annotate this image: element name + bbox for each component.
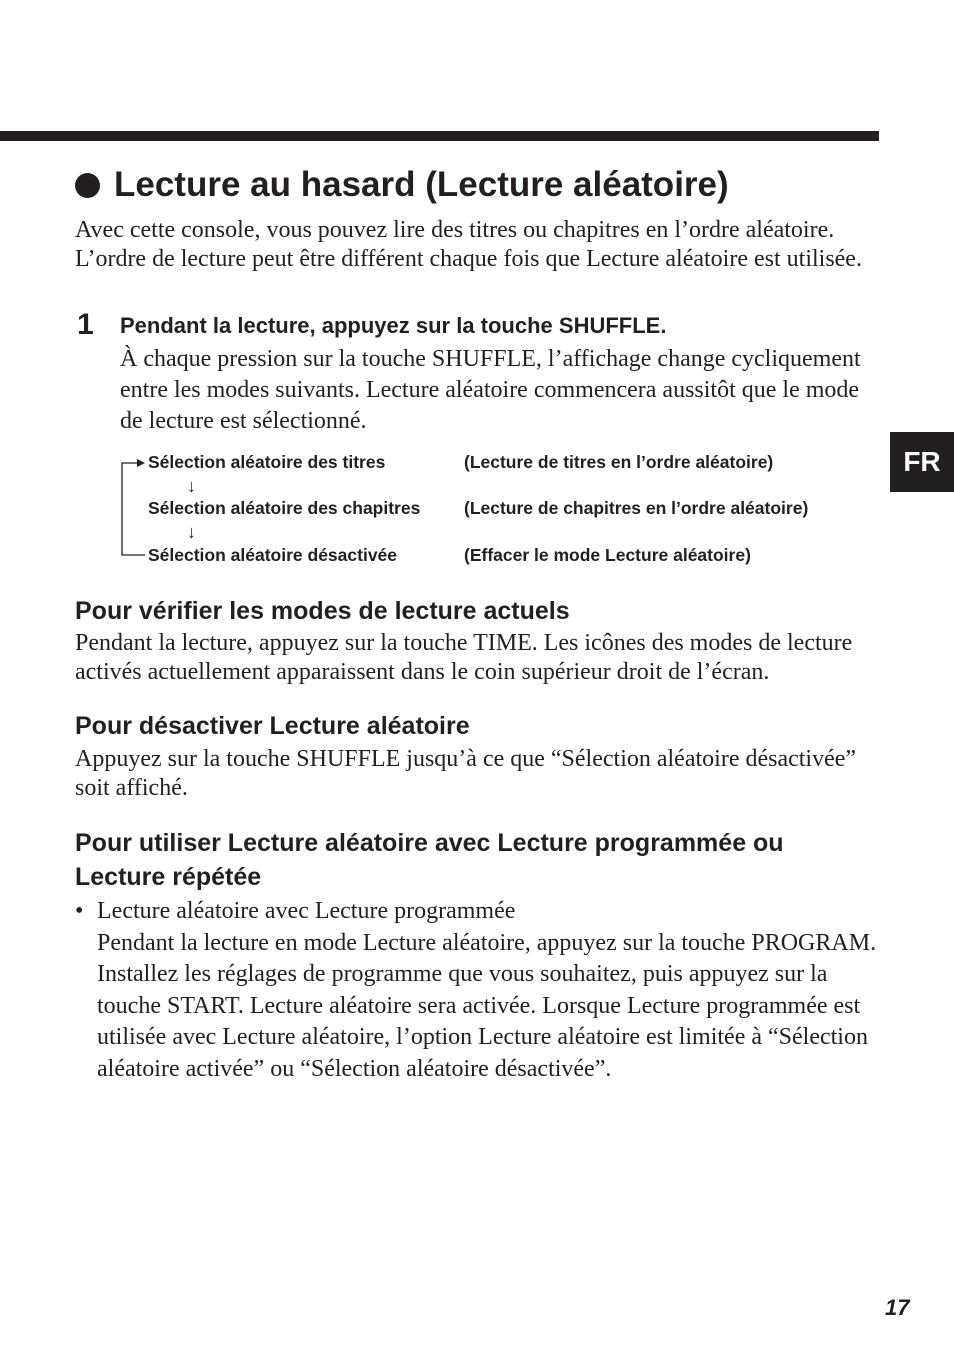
list-item-title: Lecture aléatoire avec Lecture programmée: [97, 898, 516, 924]
heading-disable-shuffle: Pour désactiver Lecture aléatoire: [75, 712, 470, 740]
intro-paragraph: Avec cette console, vous pouvez lire des titres ou chapitres en l’ordre aléatoire. L’ordre de lecture peut être différent chaque fois que Lecture aléatoire est utilisée.: [75, 217, 862, 272]
heading-combine-modes: Pour utiliser Lecture aléatoire avec Lecture programmée ou Lecture répétée: [75, 829, 784, 891]
disable-shuffle-text: Appuyez sur la touche SHUFFLE jusqu’à ce que “Sélection aléatoire désactivée” soit affiché.: [75, 746, 857, 801]
cycle-label-chapters: Sélection aléatoire des chapitres: [148, 498, 421, 518]
arrow-down-icon: ↓: [187, 476, 196, 496]
language-tab: FR: [890, 432, 954, 492]
cycle-desc-off: (Effacer le mode Lecture aléatoire): [464, 545, 751, 565]
step-title: Pendant la lecture, appuyez sur la touche SHUFFLE.: [120, 313, 667, 338]
page-number: 17: [885, 1295, 910, 1320]
cycle-desc-titles: (Lecture de titres en l’ordre aléatoire): [464, 452, 774, 472]
step-number: 1: [77, 308, 94, 341]
top-rule: [0, 131, 879, 141]
heading-check-modes: Pour vérifier les modes de lecture actuels: [75, 597, 570, 625]
check-modes-text: Pendant la lecture, appuyez sur la touche TIME. Les icônes des modes de lecture activés actuellement apparaissent dans le coin supérieur droit de l’écran.: [75, 630, 853, 685]
section-title: [75, 165, 729, 205]
cycle-desc-chapters: (Lecture de chapitres en l’ordre aléatoire): [464, 498, 809, 518]
step-text: À chaque pression sur la touche SHUFFLE, l’affichage change cycliquement entre les modes suivants. Lecture aléatoire commencera aussitôt que le mode de lecture est sélectionné.: [120, 346, 861, 434]
cycle-label-off: Sélection aléatoire désactivée: [148, 545, 398, 565]
cycle-loop-line: [115, 455, 147, 565]
list-item: [97, 896, 877, 1085]
arrow-down-icon: ↓: [187, 522, 196, 542]
list-bullet: •: [75, 898, 84, 924]
bullet-circle-icon: [75, 173, 100, 198]
cycle-label-titles: Sélection aléatoire des titres: [148, 452, 386, 472]
list-item-text: Pendant la lecture en mode Lecture aléatoire, appuyez sur la touche PROGRAM. Installez les réglages de programme que vous souhaitez, puis appuyez sur la touche START. Lecture aléatoire sera activée. Lorsque Lecture programmée est utilisée avec Lecture aléatoire, l’option Lecture aléatoire est limitée à “Sélection aléatoire activée” ou “Sélection aléatoire désactivée”.: [97, 929, 877, 1082]
section-title-text: Lecture au hasard (Lecture aléatoire): [114, 165, 729, 204]
